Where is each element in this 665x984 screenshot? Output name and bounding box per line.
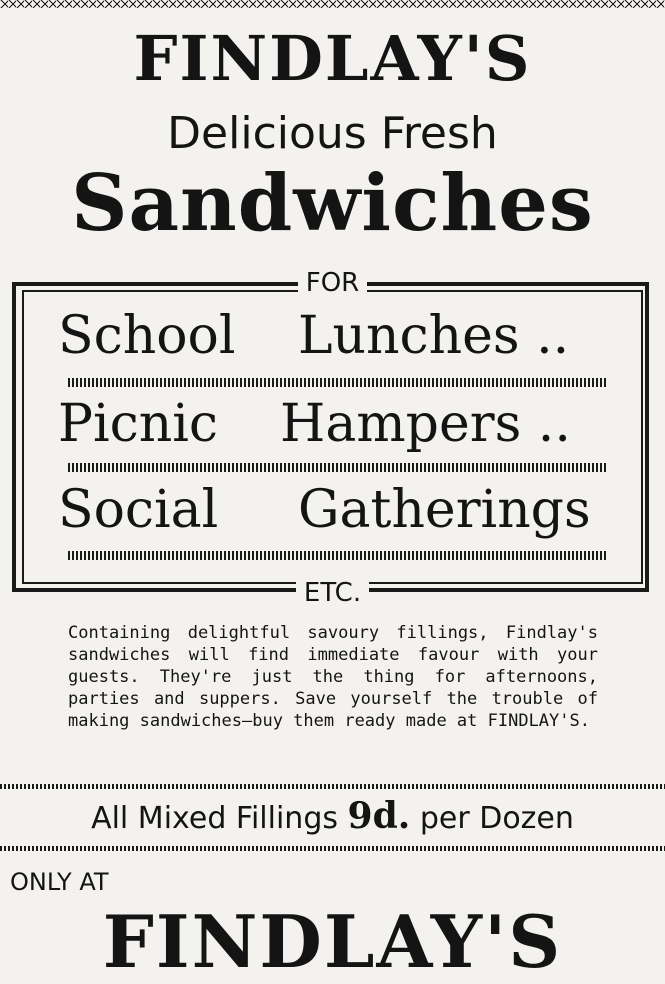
description-paragraph: Containing delightful savoury fillings, Findlay's sandwiches will find immediate favour with your guests. They're just the thing for afternoons, parties and suppers. Save yourself the trouble of making sandwiches—buy them ready made at FINDLAY'S.: [68, 623, 598, 731]
tagline: Delicious Fresh: [167, 108, 498, 159]
dotted-divider: [68, 378, 608, 387]
occasion-item-social-gatherings: Social Gatherings: [58, 480, 591, 540]
etc-label: ETC.: [0, 580, 665, 606]
dotted-rule: [0, 846, 665, 851]
price-amount: 9d.: [347, 795, 411, 837]
only-at-label: ONLY AT: [10, 868, 109, 896]
product-headline: Sandwiches: [71, 158, 594, 249]
price-prefix: All Mixed Fillings: [91, 801, 338, 836]
zigzag-border: [0, 0, 665, 14]
occasion-item-school-lunches: School Lunches ..: [58, 306, 570, 366]
brand-title-bottom: FINDLAY'S: [102, 899, 563, 984]
dotted-rule: [0, 784, 665, 789]
dotted-divider: [68, 463, 608, 472]
price-suffix: per Dozen: [419, 801, 574, 836]
for-label: FOR: [0, 270, 665, 296]
dotted-divider: [68, 551, 608, 560]
occasion-item-picnic-hampers: Picnic Hampers ..: [58, 394, 571, 454]
price-line: [0, 795, 665, 837]
brand-title-top: FINDLAY'S: [133, 22, 532, 95]
